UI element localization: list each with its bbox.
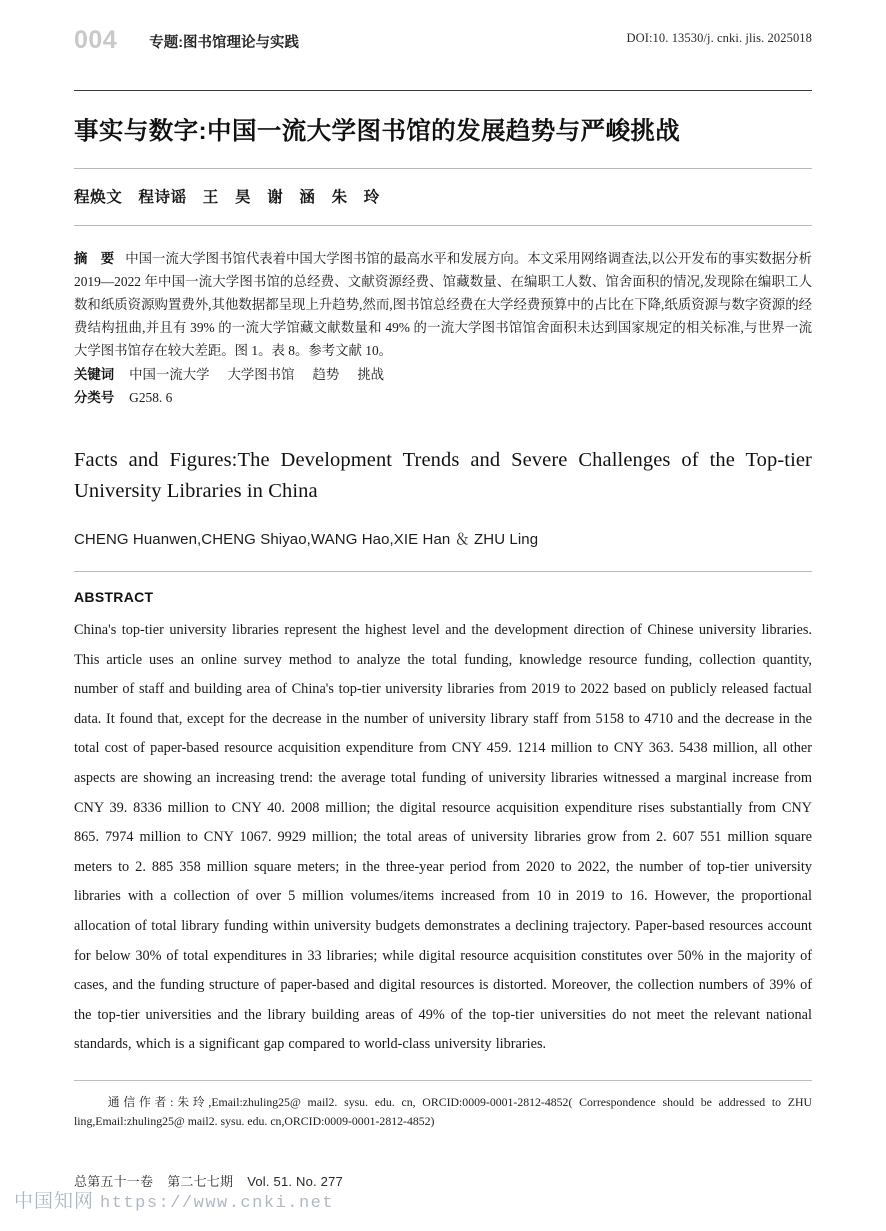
authors-divider: [74, 225, 812, 226]
chinese-abstract-paragraph: [74, 247, 812, 363]
chinese-abstract-block: [74, 247, 812, 409]
keyword-item-3: 挑战: [357, 366, 385, 382]
cnki-watermark: [14, 1186, 334, 1213]
title-divider: [74, 168, 812, 169]
chinese-keywords-label: 关键词: [74, 366, 115, 382]
page-folio-number: 004: [74, 26, 118, 54]
abstract-paragraph: China's top-tier university libraries represent the highest level and the development direction of Chinese university libraries. This article uses an online survey method to analyze the total funding, knowledge resource funding, collection quantity, number of staff and building area of China's top-tier university libraries from 2019 to 2022 based on publicly released factual data. It found that, except for the decrease in the number of university library staff from 5158 to 4710 and the decrease in the total cost of paper-based resource acquisition expenditure from CNY 459. 1214 million to CNY 363. 5438 million, all other aspects are showing an increasing trend: the average total funding of university libraries witnessed a marginal increase from CNY 39. 8336 million to CNY 40. 2008 million; the digital resource acquisition expenditure rises substantially from CNY 865. 7974 million to CNY 1067. 9929 million; the total areas of university libraries grow from 2. 607 551 million square meters to 2. 885 358 million square meters; in the three-year period from 2020 to 2022, the number of top-tier university libraries with a collection of over 5 million volumes/items increased from 10 in 2019 to 16. However, the proportional allocation of total library funding within university budgets demonstrates a declining trajectory. Paper-based resources account for below 30% of total expenditures in 33 libraries; while digital resource acquisition constitutes over 50% in the majority of cases, and the funding structure of paper-based and digital resources is distorted. Moreover, the collection numbers of 39% of the top-tier universities and the library building areas of 49% of the top-tier universities do not meet the relevant national standards, which is a significant gap compared to world-class university libraries.: [74, 622, 812, 1053]
clc-number-label: 分类号: [74, 389, 115, 405]
clc-number-paragraph: [74, 386, 812, 409]
page-footer: [74, 1171, 343, 1190]
keyword-item-0: 中国一流大学: [129, 366, 210, 382]
chinese-keywords-paragraph: [74, 363, 812, 386]
watermark-url: https://www.cnki.net: [100, 1194, 335, 1213]
footnote-text: 通信作者:朱玲,Email:zhuling25@ mail2. sysu. edu. cn, ORCID:0009-0001-2812-4852( Correspondence should be addressed to ZHU ling,Email:zhuling25@ mail2. sysu. edu. cn,ORCID:0009-0001-2812-4852): [74, 1094, 812, 1129]
keyword-item-2: 趋势: [312, 366, 340, 382]
abstract-heading: ABSTRACT: [74, 589, 154, 606]
chinese-abstract-text: 中国一流大学图书馆代表着中国大学图书馆的最高水平和发展方向。本文采用网络调查法,以公开发布的事实数据分析 2019—2022 年中国一流大学图书馆的总经费、文献资源经费、馆藏数量、在编职工人数、馆舍面积的情况,发现除在编职工人数和纸质资源购置费外,其他数据都呈现上升趋势,然而,图书馆总经费在大学经费预算中的占比在下降,纸质资源与数字资源的经费结构扭曲,并且有 39% 的一流大学馆藏文献数量和 49% 的一流大学图书馆馆舍面积未达到国家规定的相关标准,与世界一流大学图书馆存在较大差距。图 1。表 8。参考文献 10。: [74, 250, 813, 359]
watermark-label-chinese: 中国知网: [14, 1191, 95, 1212]
keyword-item-1: 大学图书馆: [227, 366, 295, 382]
footer-volume-chinese: 总第五十一卷: [74, 1174, 154, 1189]
header-divider: [74, 90, 812, 91]
footer-issue-chinese: 第二七七期: [167, 1174, 234, 1189]
corresponding-author-footnote: [74, 1093, 812, 1132]
column-section-name: 专题:图书馆理论与实践: [149, 35, 300, 51]
chinese-abstract-label: 摘 要: [74, 250, 115, 266]
page-title-english: Facts and Figures:The Development Trends and Severe Challenges of the Top-tier University Libraries in China: [74, 449, 812, 503]
english-section-divider: [74, 571, 812, 572]
authors-chinese: 程焕文 程诗谣 王 昊 谢 涵 朱 玲: [74, 188, 380, 206]
page-title-chinese: 事实与数字:中国一流大学图书馆的发展趋势与严峻挑战: [74, 118, 681, 145]
page-header: [74, 0, 812, 74]
abstract-body: [74, 616, 812, 1060]
clc-number-value: G258. 6: [129, 389, 173, 405]
footer-volume-english: Vol. 51. No. 277: [247, 1174, 343, 1189]
footnote-divider: [74, 1080, 812, 1081]
doi-text: DOI:10. 13530/j. cnki. jlis. 2025018: [626, 31, 812, 45]
authors-english: CHENG Huanwen,CHENG Shiyao,WANG Hao,XIE Han ＆ ZHU Ling: [74, 531, 539, 549]
